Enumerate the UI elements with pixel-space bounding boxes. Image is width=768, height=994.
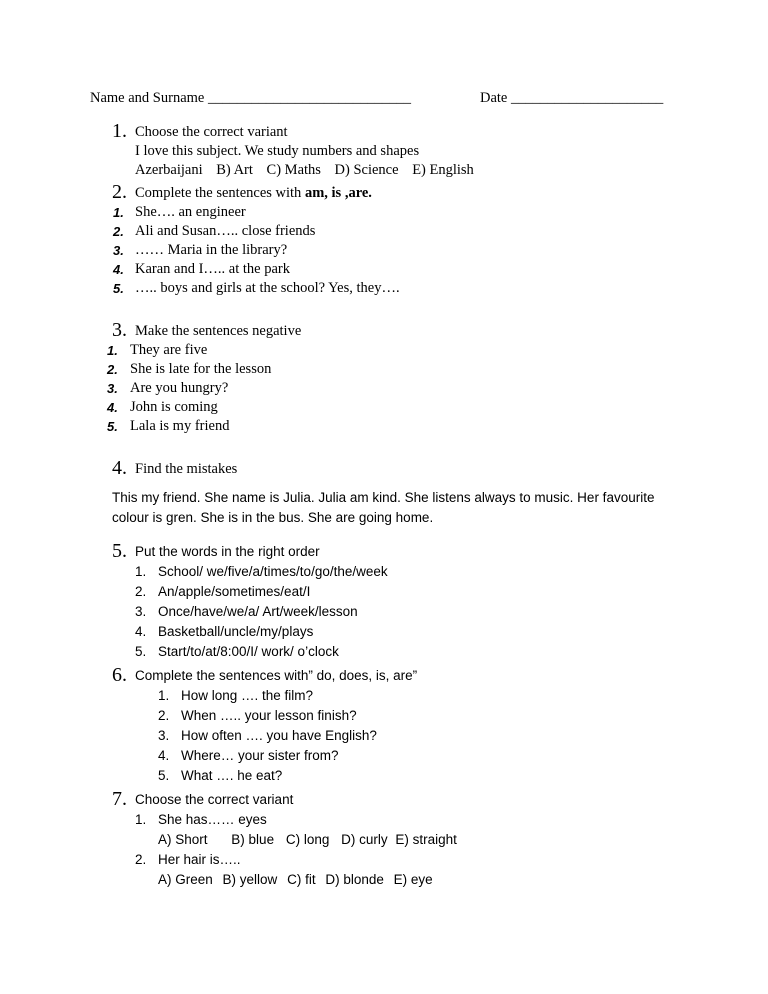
- list-item: ….. boys and girls at the school? Yes, they….: [135, 280, 400, 296]
- list-number: 2.: [113, 224, 124, 239]
- list-item: How long …. the film?: [181, 688, 314, 703]
- sub-question-number: 1.: [135, 812, 147, 827]
- sub-question-text: She has…… eyes: [158, 812, 267, 827]
- question-number: 4.: [112, 457, 127, 479]
- list-item: When ….. your lesson finish?: [181, 708, 357, 723]
- list-number: 4.: [113, 262, 124, 277]
- list-number: 5.: [107, 419, 118, 434]
- list-number: 3.: [135, 604, 147, 619]
- question-number: 5.: [112, 540, 127, 562]
- list-number: 2.: [107, 362, 118, 377]
- list-item: School/ we/five/a/times/to/go/the/week: [158, 564, 388, 579]
- list-item: John is coming: [130, 399, 218, 415]
- list-item: What …. he eat?: [181, 768, 283, 783]
- option-b[interactable]: B) yellow: [222, 872, 278, 887]
- option-a[interactable]: A) Short: [158, 832, 208, 847]
- name-line[interactable]: ____________________________: [207, 90, 411, 106]
- question-title: Choose the correct variant: [135, 792, 294, 807]
- date-line[interactable]: _____________________: [511, 90, 664, 106]
- name-field[interactable]: [90, 90, 411, 107]
- paragraph-line: colour is gren. She is in the bus. She are going home.: [112, 510, 434, 525]
- list-number: 5.: [158, 768, 170, 783]
- option-e[interactable]: E) straight: [395, 832, 457, 847]
- question-number: 2.: [112, 181, 127, 203]
- list-number: 5.: [113, 281, 124, 296]
- question-title-bold: am, is ,are.: [304, 185, 372, 201]
- list-item: An/apple/sometimes/eat/I: [158, 584, 311, 599]
- list-number: 5.: [135, 644, 147, 659]
- list-item: They are five: [130, 342, 208, 358]
- date-label: Date: [480, 90, 508, 106]
- option-b[interactable]: B) Art: [216, 162, 253, 178]
- list-item: How often …. you have English?: [181, 728, 377, 743]
- option-d[interactable]: D) curly: [341, 832, 388, 847]
- list-number: 3.: [113, 243, 124, 258]
- option-d[interactable]: D) blonde: [325, 872, 384, 887]
- paragraph-line: This my friend. She name is Julia. Julia am kind. She listens always to music. Her favourite: [112, 490, 655, 505]
- option-b[interactable]: B) blue: [231, 832, 275, 847]
- option-d[interactable]: D) Science: [334, 162, 399, 178]
- option-e[interactable]: E) eye: [393, 872, 433, 887]
- question-title: Complete the sentences with am, is ,are.: [135, 185, 372, 201]
- list-item: …… Maria in the library?: [135, 242, 288, 258]
- list-number: 1.: [113, 205, 124, 220]
- option-e[interactable]: E) English: [412, 162, 474, 178]
- list-item: Lala is my friend: [130, 418, 230, 434]
- list-item: Ali and Susan….. close friends: [135, 223, 316, 239]
- question-title: Complete the sentences with” do, does, is, are”: [135, 668, 418, 683]
- sub-question-number: 2.: [135, 852, 147, 867]
- option-c[interactable]: C) Maths: [266, 162, 321, 178]
- list-item: Are you hungry?: [130, 380, 229, 396]
- name-label: Name and Surname: [90, 90, 205, 106]
- list-number: 4.: [135, 624, 147, 639]
- list-number: 4.: [158, 748, 170, 763]
- option-a[interactable]: Azerbaijani: [135, 162, 203, 178]
- list-number: 3.: [107, 381, 118, 396]
- question-title: Find the mistakes: [135, 461, 238, 477]
- question-number: 3.: [112, 319, 127, 341]
- list-item: Once/have/we/a/ Art/week/lesson: [158, 604, 358, 619]
- date-field[interactable]: [480, 90, 663, 107]
- question-number: 1.: [112, 120, 127, 142]
- sub-question-text: Her hair is…..: [158, 852, 241, 867]
- list-number: 4.: [107, 400, 118, 415]
- option-c[interactable]: C) fit: [287, 872, 316, 887]
- question-title: Put the words in the right order: [135, 544, 320, 559]
- answer-options: [158, 872, 433, 887]
- list-item: Where… your sister from?: [181, 748, 339, 763]
- option-a[interactable]: A) Green: [158, 872, 213, 887]
- list-item: Start/to/at/8:00/I/ work/ o’clock: [158, 644, 339, 659]
- list-item: She is late for the lesson: [130, 361, 272, 377]
- list-item: Basketball/uncle/my/plays: [158, 624, 314, 639]
- question-number: 6.: [112, 664, 127, 686]
- list-item: Karan and I….. at the park: [135, 261, 291, 277]
- list-item: She…. an engineer: [135, 204, 246, 220]
- question-title: Make the sentences negative: [135, 323, 302, 339]
- answer-options: [158, 832, 457, 847]
- list-number: 3.: [158, 728, 170, 743]
- list-number: 1.: [158, 688, 170, 703]
- list-number: 1.: [107, 343, 118, 358]
- list-number: 1.: [135, 564, 147, 579]
- question-sentence: I love this subject. We study numbers and shapes: [135, 143, 420, 159]
- question-title: Choose the correct variant: [135, 124, 288, 140]
- answer-options: [135, 162, 474, 179]
- question-number: 7.: [112, 788, 127, 810]
- list-number: 2.: [135, 584, 147, 599]
- option-c[interactable]: C) long: [285, 832, 330, 847]
- list-number: 2.: [158, 708, 170, 723]
